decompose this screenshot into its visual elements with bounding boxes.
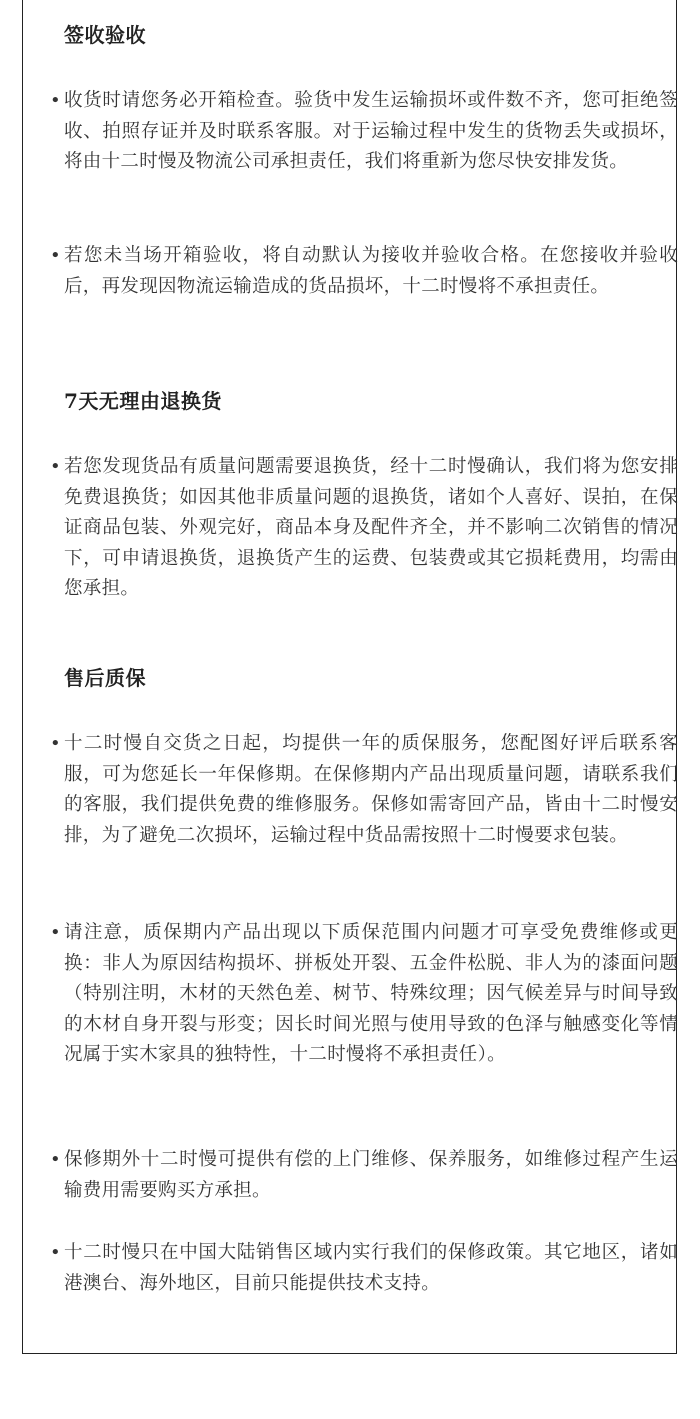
section-title: 售后质保 bbox=[64, 666, 146, 690]
list-item bbox=[42, 86, 678, 178]
section-seven-day-return bbox=[42, 386, 656, 416]
list-item-text: 十二时慢自交货之日起，均提供一年的质保服务，您配图好评后联系客服，可为您延长一年保修期。在保修期内产品出现质量问题，请联系我们的客服，我们提供免费的维修服务。保修如需寄回产品，皆由十二时慢安排，为了避免二次损坏，运输过程中货品需按照十二时慢要求包装。 bbox=[64, 733, 678, 846]
list-item bbox=[42, 729, 678, 851]
list-item-text: 十二时慢只在中国大陆销售区域内实行我们的保修政策。其它地区，诸如港澳台、海外地区，目前只能提供技术支持。 bbox=[64, 1242, 678, 1294]
bullet-icon: • bbox=[50, 1149, 61, 1170]
list-item bbox=[42, 241, 678, 302]
list-item-text: 若您发现货品有质量问题需要退换货，经十二时慢确认，我们将为您安排免费退换货；如因其他非质量问题的退换货，诸如个人喜好、误拍，在保证商品包装、外观完好，商品本身及配件齐全，并不影响二次销售的情况下，可申请退换货，退换货产生的运费、包装费或其它损耗费用，均需由您承担。 bbox=[64, 456, 678, 599]
bullet-icon: • bbox=[50, 1242, 61, 1263]
list-item bbox=[42, 1238, 678, 1299]
list-item-text: 请注意，质保期内产品出现以下质保范围内问题才可享受免费维修或更换：非人为原因结构损坏、拼板处开裂、五金件松脱、非人为的漆面问题（特别注明，木材的天然色差、树节、特殊纹理；因气候差异与时间导致的木材自身开裂与形变；因长时间光照与使用导致的色泽与触感变化等情况属于实木家具的独特性，十二时慢将不承担责任）。 bbox=[64, 922, 678, 1065]
list-item-text: 收货时请您务必开箱检查。验货中发生运输损坏或件数不齐，您可拒绝签收、拍照存证并及时联系客服。对于运输过程中发生的货物丢失或损坏，将由十二时慢及物流公司承担责任，我们将重新为您尽快安排发货。 bbox=[64, 90, 678, 172]
bullet-icon: • bbox=[50, 90, 61, 111]
bullet-icon: • bbox=[50, 733, 61, 754]
list-item bbox=[42, 452, 678, 605]
bullet-icon: • bbox=[50, 456, 61, 477]
section-sign-and-inspect bbox=[42, 20, 656, 50]
list-item bbox=[42, 918, 678, 1071]
list-item bbox=[42, 1145, 678, 1206]
section-title: 签收验收 bbox=[64, 23, 146, 47]
bullet-icon: • bbox=[50, 245, 61, 266]
list-item-text: 保修期外十二时慢可提供有偿的上门维修、保养服务，如维修过程产生运输费用需要购买方承担。 bbox=[64, 1149, 678, 1201]
section-title: 7天无理由退换货 bbox=[64, 389, 222, 413]
list-item-text: 若您未当场开箱验收，将自动默认为接收并验收合格。在您接收并验收后，再发现因物流运输造成的货品损坏，十二时慢将不承担责任。 bbox=[64, 245, 678, 297]
section-after-sales-warranty bbox=[42, 663, 656, 693]
bullet-icon: • bbox=[50, 922, 61, 943]
